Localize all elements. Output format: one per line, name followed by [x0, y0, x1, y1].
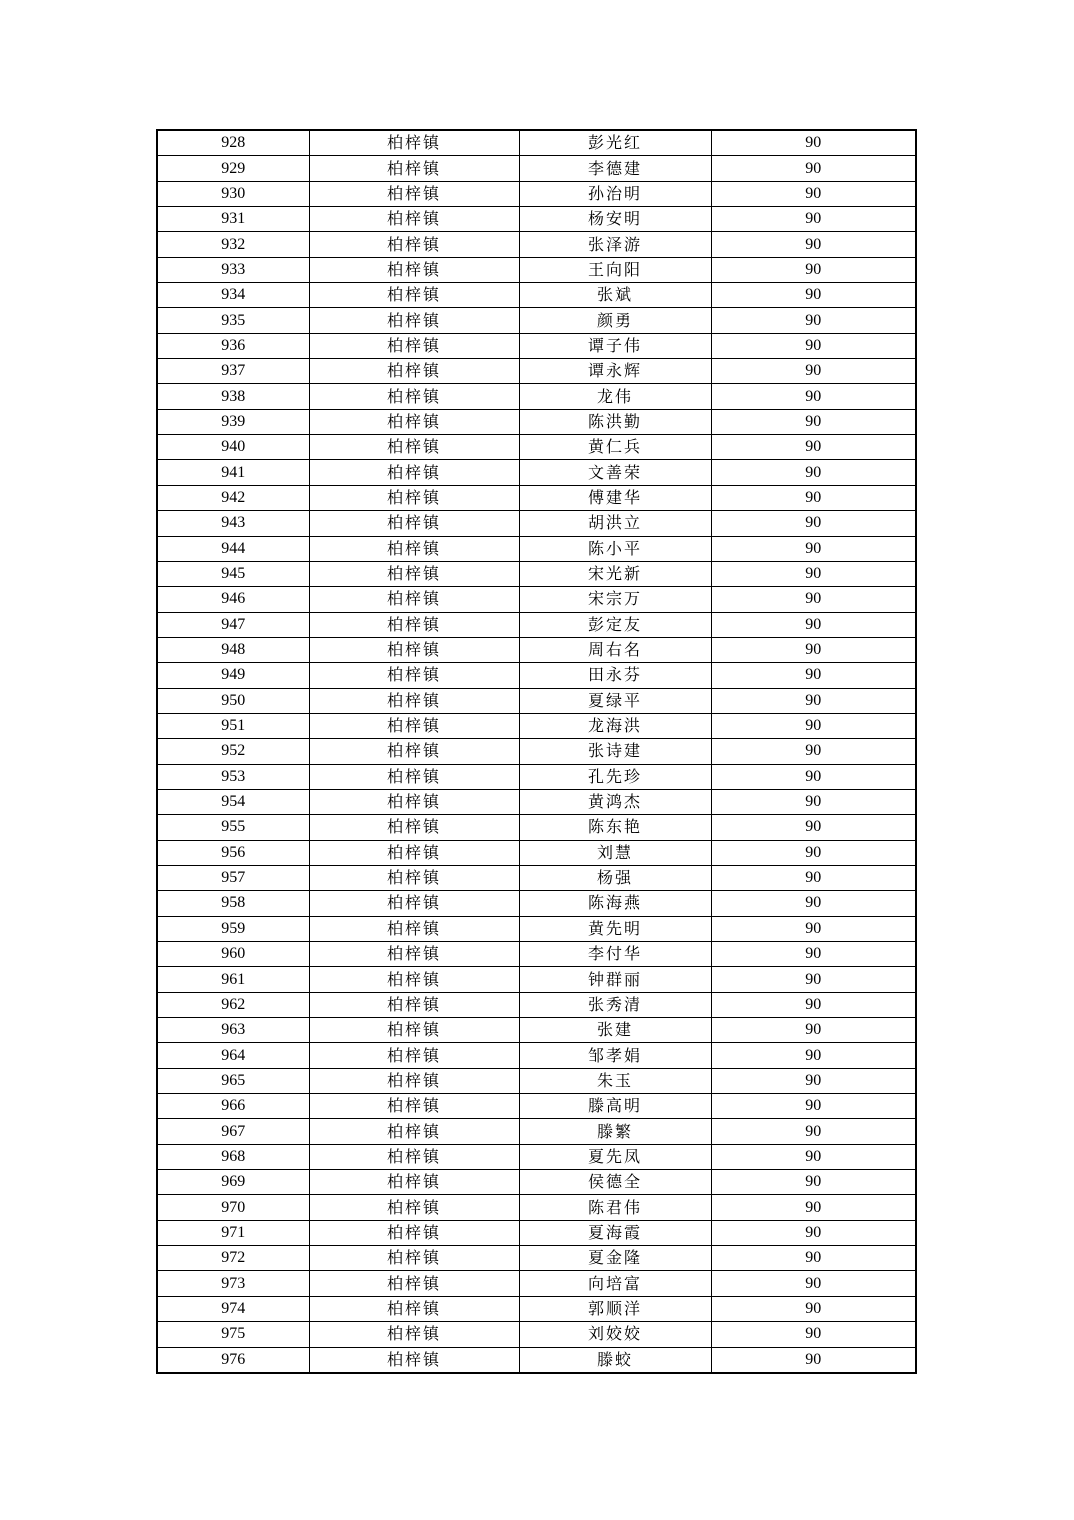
cell-number: 952 — [157, 739, 309, 764]
table-row — [157, 815, 916, 840]
cell-number: 961 — [157, 967, 309, 992]
cell-number: 934 — [157, 283, 309, 308]
cell-person-name: 陈东艳 — [519, 815, 711, 840]
cell-number: 957 — [157, 865, 309, 890]
cell-score: 90 — [711, 739, 916, 764]
cell-number: 953 — [157, 764, 309, 789]
cell-person-name: 陈海燕 — [519, 891, 711, 916]
roster-table — [156, 129, 917, 1374]
cell-town: 柏梓镇 — [309, 789, 519, 814]
table-row — [157, 384, 916, 409]
cell-number: 943 — [157, 511, 309, 536]
cell-person-name: 张诗建 — [519, 739, 711, 764]
cell-number: 973 — [157, 1271, 309, 1296]
cell-score: 90 — [711, 1322, 916, 1347]
cell-town: 柏梓镇 — [309, 536, 519, 561]
cell-number: 965 — [157, 1068, 309, 1093]
table-row — [157, 1119, 916, 1144]
cell-town: 柏梓镇 — [309, 1195, 519, 1220]
cell-person-name: 朱玉 — [519, 1068, 711, 1093]
cell-number: 976 — [157, 1347, 309, 1373]
cell-town: 柏梓镇 — [309, 739, 519, 764]
cell-town: 柏梓镇 — [309, 409, 519, 434]
cell-person-name: 颜勇 — [519, 308, 711, 333]
table-row — [157, 1043, 916, 1068]
cell-person-name: 杨安明 — [519, 207, 711, 232]
cell-town: 柏梓镇 — [309, 637, 519, 662]
cell-score: 90 — [711, 865, 916, 890]
cell-score: 90 — [711, 130, 916, 156]
cell-person-name: 陈小平 — [519, 536, 711, 561]
table-row — [157, 739, 916, 764]
cell-person-name: 夏金隆 — [519, 1246, 711, 1271]
table-row — [157, 713, 916, 738]
cell-score: 90 — [711, 181, 916, 206]
cell-town: 柏梓镇 — [309, 384, 519, 409]
cell-town: 柏梓镇 — [309, 561, 519, 586]
cell-number: 930 — [157, 181, 309, 206]
table-row — [157, 460, 916, 485]
cell-number: 972 — [157, 1246, 309, 1271]
cell-person-name: 谭永辉 — [519, 359, 711, 384]
cell-score: 90 — [711, 637, 916, 662]
cell-score: 90 — [711, 1347, 916, 1373]
cell-town: 柏梓镇 — [309, 359, 519, 384]
cell-person-name: 张斌 — [519, 283, 711, 308]
table-row — [157, 688, 916, 713]
cell-score: 90 — [711, 663, 916, 688]
table-row — [157, 612, 916, 637]
cell-score: 90 — [711, 561, 916, 586]
cell-person-name: 邹孝娟 — [519, 1043, 711, 1068]
cell-person-name: 孔先珍 — [519, 764, 711, 789]
cell-score: 90 — [711, 1296, 916, 1321]
table-row — [157, 207, 916, 232]
table-row — [157, 1347, 916, 1373]
cell-score: 90 — [711, 1144, 916, 1169]
cell-score: 90 — [711, 435, 916, 460]
cell-town: 柏梓镇 — [309, 156, 519, 181]
cell-score: 90 — [711, 1018, 916, 1043]
cell-score: 90 — [711, 257, 916, 282]
table-row — [157, 916, 916, 941]
cell-score: 90 — [711, 713, 916, 738]
cell-person-name: 向培富 — [519, 1271, 711, 1296]
cell-score: 90 — [711, 485, 916, 510]
cell-number: 969 — [157, 1170, 309, 1195]
cell-person-name: 宋光新 — [519, 561, 711, 586]
cell-town: 柏梓镇 — [309, 511, 519, 536]
cell-score: 90 — [711, 232, 916, 257]
cell-town: 柏梓镇 — [309, 1246, 519, 1271]
cell-score: 90 — [711, 156, 916, 181]
cell-number: 956 — [157, 840, 309, 865]
cell-number: 951 — [157, 713, 309, 738]
cell-person-name: 滕高明 — [519, 1094, 711, 1119]
cell-person-name: 龙海洪 — [519, 713, 711, 738]
cell-score: 90 — [711, 1094, 916, 1119]
cell-person-name: 张秀清 — [519, 992, 711, 1017]
cell-score: 90 — [711, 942, 916, 967]
cell-town: 柏梓镇 — [309, 865, 519, 890]
table-row — [157, 1195, 916, 1220]
cell-person-name: 周右名 — [519, 637, 711, 662]
table-row — [157, 359, 916, 384]
cell-person-name: 郭顺洋 — [519, 1296, 711, 1321]
cell-score: 90 — [711, 1119, 916, 1144]
table-row — [157, 891, 916, 916]
cell-number: 949 — [157, 663, 309, 688]
cell-person-name: 张建 — [519, 1018, 711, 1043]
cell-person-name: 文善荣 — [519, 460, 711, 485]
cell-person-name: 宋宗万 — [519, 587, 711, 612]
cell-town: 柏梓镇 — [309, 232, 519, 257]
cell-town: 柏梓镇 — [309, 916, 519, 941]
table-row — [157, 1296, 916, 1321]
table-row — [157, 942, 916, 967]
cell-person-name: 夏海霞 — [519, 1220, 711, 1245]
cell-town: 柏梓镇 — [309, 257, 519, 282]
cell-town: 柏梓镇 — [309, 1347, 519, 1373]
cell-person-name: 黄仁兵 — [519, 435, 711, 460]
cell-number: 940 — [157, 435, 309, 460]
cell-person-name: 刘姣姣 — [519, 1322, 711, 1347]
cell-town: 柏梓镇 — [309, 1170, 519, 1195]
cell-score: 90 — [711, 1246, 916, 1271]
table-row — [157, 1322, 916, 1347]
cell-number: 959 — [157, 916, 309, 941]
cell-person-name: 李德建 — [519, 156, 711, 181]
cell-person-name: 钟群丽 — [519, 967, 711, 992]
cell-score: 90 — [711, 764, 916, 789]
cell-person-name: 滕繁 — [519, 1119, 711, 1144]
cell-number: 962 — [157, 992, 309, 1017]
cell-score: 90 — [711, 612, 916, 637]
cell-town: 柏梓镇 — [309, 840, 519, 865]
cell-number: 968 — [157, 1144, 309, 1169]
cell-score: 90 — [711, 992, 916, 1017]
cell-number: 937 — [157, 359, 309, 384]
table-row — [157, 536, 916, 561]
cell-number: 932 — [157, 232, 309, 257]
table-row — [157, 587, 916, 612]
cell-number: 974 — [157, 1296, 309, 1321]
cell-score: 90 — [711, 815, 916, 840]
cell-score: 90 — [711, 1170, 916, 1195]
cell-town: 柏梓镇 — [309, 764, 519, 789]
cell-town: 柏梓镇 — [309, 587, 519, 612]
table-row — [157, 840, 916, 865]
cell-person-name: 夏绿平 — [519, 688, 711, 713]
table-row — [157, 663, 916, 688]
cell-town: 柏梓镇 — [309, 967, 519, 992]
table-row — [157, 1246, 916, 1271]
cell-score: 90 — [711, 891, 916, 916]
cell-score: 90 — [711, 1195, 916, 1220]
cell-person-name: 谭子伟 — [519, 333, 711, 358]
table-row — [157, 1271, 916, 1296]
cell-score: 90 — [711, 207, 916, 232]
cell-person-name: 陈洪勤 — [519, 409, 711, 434]
cell-number: 945 — [157, 561, 309, 586]
table-row — [157, 1068, 916, 1093]
cell-score: 90 — [711, 1271, 916, 1296]
cell-town: 柏梓镇 — [309, 460, 519, 485]
cell-town: 柏梓镇 — [309, 688, 519, 713]
cell-score: 90 — [711, 333, 916, 358]
table-row — [157, 130, 916, 156]
cell-score: 90 — [711, 1220, 916, 1245]
cell-number: 929 — [157, 156, 309, 181]
cell-town: 柏梓镇 — [309, 612, 519, 637]
cell-town: 柏梓镇 — [309, 1068, 519, 1093]
cell-score: 90 — [711, 384, 916, 409]
cell-number: 931 — [157, 207, 309, 232]
table-row — [157, 789, 916, 814]
cell-score: 90 — [711, 511, 916, 536]
cell-number: 946 — [157, 587, 309, 612]
cell-number: 941 — [157, 460, 309, 485]
cell-score: 90 — [711, 916, 916, 941]
roster-table-body — [157, 130, 916, 1373]
cell-person-name: 龙伟 — [519, 384, 711, 409]
cell-town: 柏梓镇 — [309, 1322, 519, 1347]
cell-person-name: 杨强 — [519, 865, 711, 890]
cell-person-name: 黄鸿杰 — [519, 789, 711, 814]
table-row — [157, 764, 916, 789]
cell-score: 90 — [711, 1043, 916, 1068]
cell-person-name: 李付华 — [519, 942, 711, 967]
cell-town: 柏梓镇 — [309, 942, 519, 967]
table-row — [157, 1220, 916, 1245]
cell-number: 975 — [157, 1322, 309, 1347]
cell-town: 柏梓镇 — [309, 435, 519, 460]
cell-number: 963 — [157, 1018, 309, 1043]
cell-number: 939 — [157, 409, 309, 434]
cell-score: 90 — [711, 789, 916, 814]
cell-score: 90 — [711, 283, 916, 308]
table-row — [157, 485, 916, 510]
table-row — [157, 181, 916, 206]
table-row — [157, 435, 916, 460]
cell-town: 柏梓镇 — [309, 308, 519, 333]
cell-town: 柏梓镇 — [309, 1018, 519, 1043]
cell-number: 966 — [157, 1094, 309, 1119]
cell-person-name: 张泽游 — [519, 232, 711, 257]
cell-number: 948 — [157, 637, 309, 662]
cell-number: 933 — [157, 257, 309, 282]
cell-town: 柏梓镇 — [309, 992, 519, 1017]
cell-number: 947 — [157, 612, 309, 637]
cell-person-name: 滕蛟 — [519, 1347, 711, 1373]
cell-town: 柏梓镇 — [309, 663, 519, 688]
cell-person-name: 彭定友 — [519, 612, 711, 637]
cell-score: 90 — [711, 587, 916, 612]
table-row — [157, 1094, 916, 1119]
table-row — [157, 333, 916, 358]
table-row — [157, 561, 916, 586]
table-row — [157, 232, 916, 257]
cell-number: 938 — [157, 384, 309, 409]
cell-person-name: 孙治明 — [519, 181, 711, 206]
cell-number: 936 — [157, 333, 309, 358]
cell-number: 967 — [157, 1119, 309, 1144]
table-row — [157, 257, 916, 282]
cell-person-name: 陈君伟 — [519, 1195, 711, 1220]
cell-score: 90 — [711, 460, 916, 485]
cell-number: 964 — [157, 1043, 309, 1068]
cell-score: 90 — [711, 409, 916, 434]
table-row — [157, 283, 916, 308]
table-row — [157, 156, 916, 181]
cell-number: 950 — [157, 688, 309, 713]
cell-number: 958 — [157, 891, 309, 916]
cell-person-name: 田永芬 — [519, 663, 711, 688]
table-row — [157, 1018, 916, 1043]
table-row — [157, 1170, 916, 1195]
cell-town: 柏梓镇 — [309, 1271, 519, 1296]
cell-town: 柏梓镇 — [309, 1043, 519, 1068]
table-row — [157, 1144, 916, 1169]
cell-person-name: 胡洪立 — [519, 511, 711, 536]
cell-town: 柏梓镇 — [309, 815, 519, 840]
cell-town: 柏梓镇 — [309, 283, 519, 308]
cell-person-name: 黄先明 — [519, 916, 711, 941]
cell-number: 971 — [157, 1220, 309, 1245]
cell-number: 954 — [157, 789, 309, 814]
cell-town: 柏梓镇 — [309, 1296, 519, 1321]
cell-town: 柏梓镇 — [309, 713, 519, 738]
table-row — [157, 637, 916, 662]
cell-town: 柏梓镇 — [309, 1144, 519, 1169]
cell-score: 90 — [711, 308, 916, 333]
table-row — [157, 511, 916, 536]
cell-person-name: 夏先凤 — [519, 1144, 711, 1169]
cell-score: 90 — [711, 840, 916, 865]
table-row — [157, 992, 916, 1017]
cell-person-name: 刘慧 — [519, 840, 711, 865]
cell-person-name: 彭光红 — [519, 130, 711, 156]
cell-score: 90 — [711, 688, 916, 713]
cell-town: 柏梓镇 — [309, 181, 519, 206]
table-row — [157, 865, 916, 890]
cell-number: 928 — [157, 130, 309, 156]
cell-score: 90 — [711, 536, 916, 561]
cell-town: 柏梓镇 — [309, 333, 519, 358]
cell-number: 942 — [157, 485, 309, 510]
cell-town: 柏梓镇 — [309, 485, 519, 510]
cell-person-name: 王向阳 — [519, 257, 711, 282]
table-row — [157, 967, 916, 992]
cell-person-name: 傅建华 — [519, 485, 711, 510]
cell-town: 柏梓镇 — [309, 207, 519, 232]
cell-town: 柏梓镇 — [309, 1119, 519, 1144]
cell-number: 955 — [157, 815, 309, 840]
cell-town: 柏梓镇 — [309, 130, 519, 156]
cell-town: 柏梓镇 — [309, 1220, 519, 1245]
cell-score: 90 — [711, 1068, 916, 1093]
cell-town: 柏梓镇 — [309, 891, 519, 916]
cell-town: 柏梓镇 — [309, 1094, 519, 1119]
cell-person-name: 侯德全 — [519, 1170, 711, 1195]
cell-number: 944 — [157, 536, 309, 561]
table-row — [157, 409, 916, 434]
table-row — [157, 308, 916, 333]
cell-number: 970 — [157, 1195, 309, 1220]
cell-score: 90 — [711, 359, 916, 384]
cell-score: 90 — [711, 967, 916, 992]
cell-number: 935 — [157, 308, 309, 333]
cell-number: 960 — [157, 942, 309, 967]
